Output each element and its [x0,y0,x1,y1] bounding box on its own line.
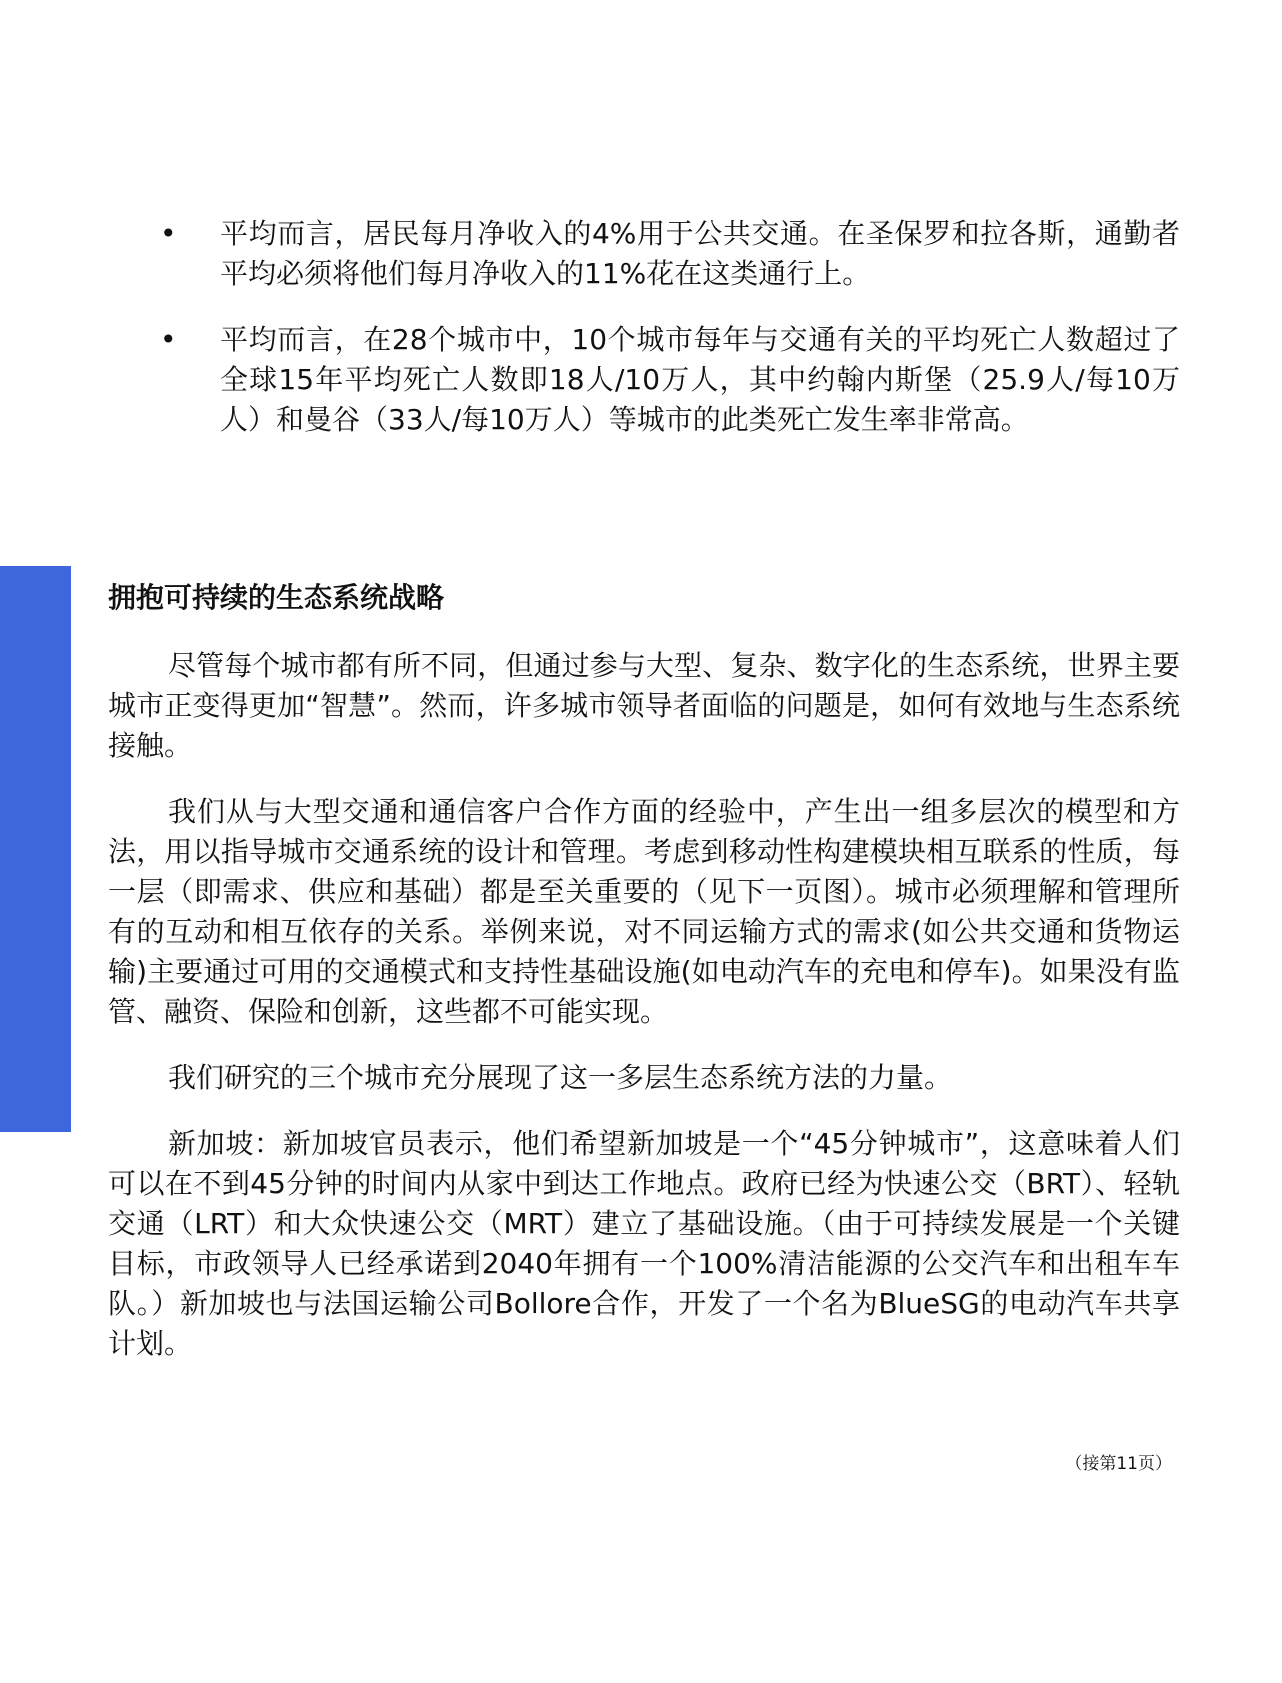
list-item [160,214,1180,294]
section-heading: 拥抱可持续的生态系统战略 [108,581,445,614]
bullet-text: 平均而言，在28个城市中，10个城市每年与交通有关的平均死亡人数超过了全球15年平均死亡人数即18人/10万人，其中约翰内斯堡（25.9人/每10万人）和曼谷（33人/每10万人）等城市的此类死亡发生率非常高。 [220,323,1180,436]
continued-note: （接第11页） [1065,1454,1172,1474]
paragraph: 新加坡：新加坡官员表示，他们希望新加坡是一个“45分钟城市”，这意味着人们可以在不到45分钟的时间内从家中到达工作地点。政府已经为快速公交（BRT）、轻轨交通（LRT）和大众快速公交（MRT）建立了基础设施。（由于可持续发展是一个关键目标，市政领导人已经承诺到2040年拥有一个100%清洁能源的公交汽车和出租车车队。）新加坡也与法国运输公司Bollore合作，开发了一个名为BlueSG的电动汽车共享计划。 [108,1127,1180,1360]
website-url[interactable]: www.strategy-business.com [23,1190,50,1495]
bullet-text: 平均而言，居民每月净收入的4%用于公共交通。在圣保罗和拉各斯，通勤者平均必须将他们每月净收入的11%花在这类通行上。 [220,217,1180,290]
bullet-icon: • [160,217,177,250]
side-tab [0,566,71,1657]
bullet-icon: • [160,323,177,356]
paragraph: 尽管每个城市都有所不同，但通过参与大型、复杂、数字化的生态系统，世界主要城市正变得更加“智慧”。然而，许多城市领导者面临的问题是，如何有效地与生态系统接触。 [108,649,1180,762]
page-number: 6 [30,1636,41,1657]
paragraph: 我们研究的三个城市充分展现了这一多层生态系统方法的力量。 [168,1061,953,1094]
main-content [108,576,1180,1390]
paragraph: 我们从与大型交通和通信客户合作方面的经验中，产生出一组多层次的模型和方法，用以指导城市交通系统的设计和管理。考虑到移动性构建模块相互联系的性质，每一层（即需求、供应和基础）都是至关重要的（见下一页图）。城市必须理解和管理所有的互动和相互依存的关系。举例来说，对不同运输方式的需求(如公共交通和货物运输)主要通过可用的交通模式和支持性基础设施(如电动汽车的充电和停车)。如果没有监管、融资、保险和创新，这些都不可能实现。 [108,795,1180,1028]
list-item [160,320,1180,440]
bullet-list [160,214,1180,466]
